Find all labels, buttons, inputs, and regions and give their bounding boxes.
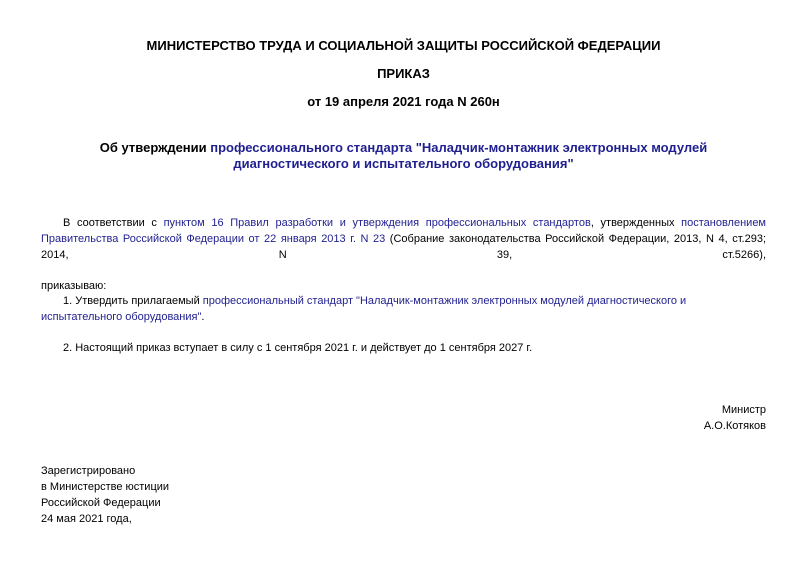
item-1-paragraph (41, 293, 766, 325)
professional-standard-link[interactable]: профессиональный стандарт "Наладчик-монтажник электронных модулей диагностического и испытательного оборудования" (41, 295, 687, 323)
document-type-heading: ПРИКАЗ (377, 66, 430, 81)
title-prefix: Об утверждении (99, 140, 211, 155)
preamble-text-end: (Собрание законодательства Российской Федерации, 2013, N 4, ст.293; 2014, N 39, ст.5266), (41, 233, 766, 261)
date-number-heading: от 19 апреля 2021 года N 260н (307, 94, 500, 109)
registration-line-3: Российской Федерации (41, 497, 161, 509)
signature-block (704, 402, 766, 434)
preamble-paragraph (41, 215, 766, 263)
registration-line-1: Зарегистрировано (41, 465, 136, 477)
item-2-paragraph: 2. Настоящий приказ вступает в силу с 1 сентября 2021 г. и действует до 1 сентября 2027 г. (63, 342, 533, 354)
registration-line-4: 24 мая 2021 года, (41, 513, 132, 525)
item-1-text-start: 1. Утвердить прилагаемый (63, 295, 203, 307)
government-decree-link[interactable]: постановлением Правительства Российской Федерации от 22 января 2013 г. N 23 (41, 217, 766, 245)
rules-point-16-link[interactable]: пунктом 16 Правил разработки и утверждения профессиональных стандартов (163, 217, 591, 229)
title-standard-link-continued[interactable]: диагностического и испытательного оборудования" (233, 156, 574, 171)
preamble-text-start: В соответствии с (63, 217, 164, 229)
registration-block (41, 463, 169, 527)
title-standard-link[interactable]: профессионального стандарта "Наладчик-монтажник электронных модулей (210, 140, 708, 155)
order-word: приказываю: (41, 280, 107, 292)
registration-line-2: в Министерстве юстиции (41, 481, 170, 493)
item-1-text-end: . (201, 311, 205, 323)
ministry-heading: МИНИСТЕРСТВО ТРУДА И СОЦИАЛЬНОЙ ЗАЩИТЫ РОССИЙСКОЙ ФЕДЕРАЦИИ (146, 38, 661, 53)
document-title (0, 140, 807, 172)
signature-position: Министр (721, 404, 766, 416)
preamble-text-middle: , утвержденных (590, 217, 682, 229)
signature-name: А.О.Котяков (703, 420, 766, 432)
